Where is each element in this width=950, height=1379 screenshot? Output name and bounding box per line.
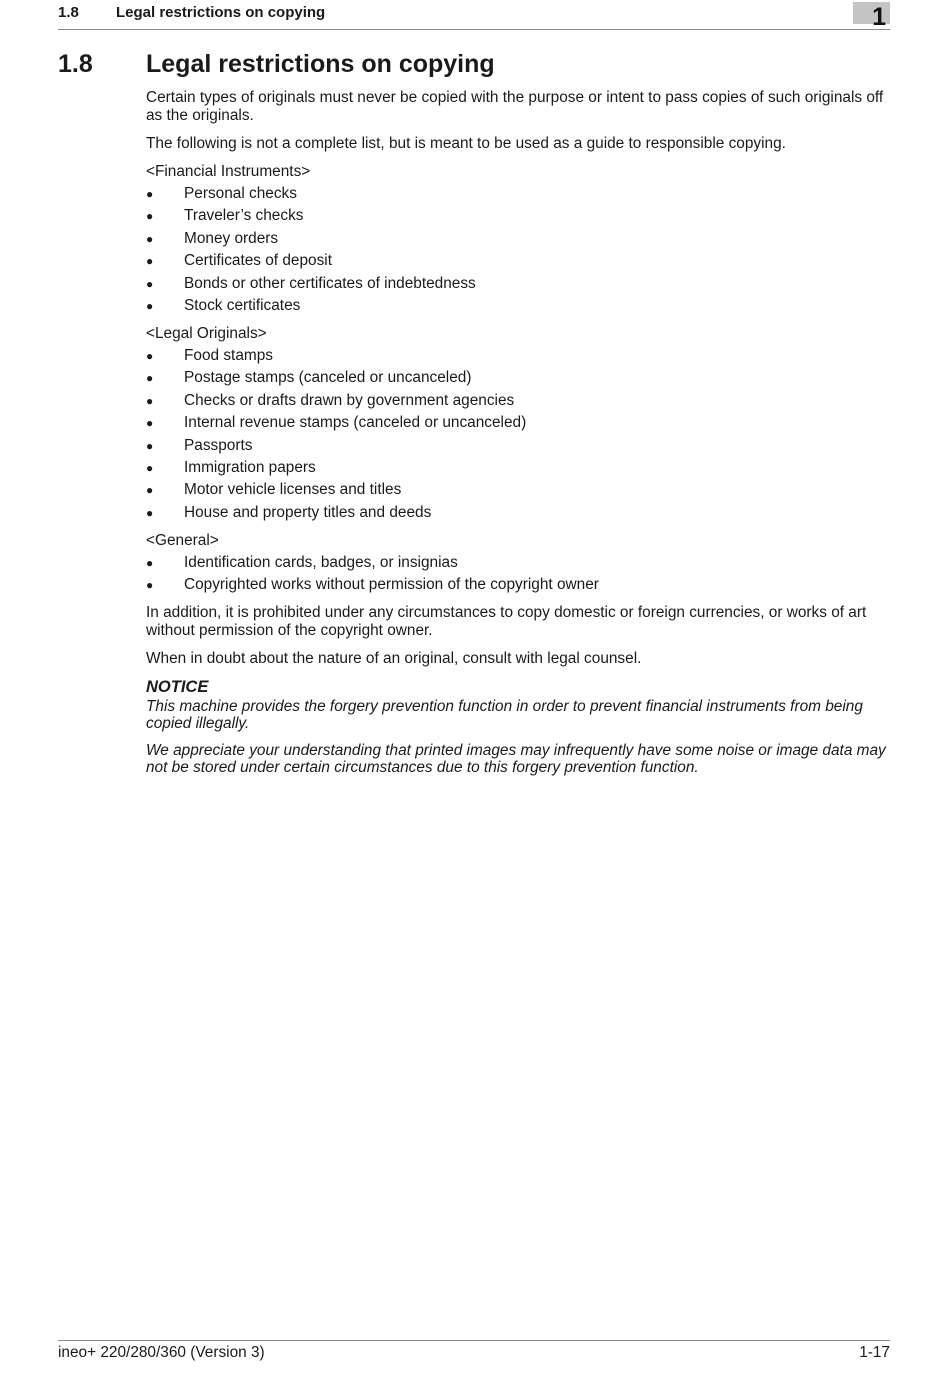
list-item: ● Identification cards, badges, or insignias bbox=[146, 553, 458, 571]
intro-paragraph: Certain types of originals must never be copied with the purpose or intent to pass copies of such originals off as the originals. bbox=[146, 89, 884, 124]
group-label: <General> bbox=[146, 531, 219, 549]
closing-paragraph: When in doubt about the nature of an original, consult with legal counsel. bbox=[146, 650, 642, 668]
running-header-title: Legal restrictions on copying bbox=[116, 4, 326, 21]
bullet-icon: ● bbox=[146, 393, 154, 408]
bullet-icon: ● bbox=[146, 555, 154, 570]
list-item: ● Checks or drafts drawn by government agencies bbox=[146, 391, 515, 409]
bullet-icon: ● bbox=[146, 505, 154, 520]
list-item: ● Motor vehicle licenses and titles bbox=[146, 481, 402, 499]
group-label: <Financial Instruments> bbox=[146, 163, 311, 180]
list-item: ● Internal revenue stamps (canceled or uncanceled) bbox=[146, 414, 527, 432]
bullet-icon: ● bbox=[146, 438, 154, 453]
chapter-tab-number: 1 bbox=[872, 3, 886, 31]
intro-paragraph: The following is not a complete list, but is meant to be used as a guide to responsible copying. bbox=[146, 135, 786, 152]
legal-originals-group bbox=[146, 325, 891, 522]
bullet-list bbox=[146, 185, 891, 315]
bullet-icon: ● bbox=[146, 231, 154, 246]
financial-instruments-group bbox=[146, 163, 891, 315]
list-item: ● Food stamps bbox=[146, 346, 273, 364]
section-title: Legal restrictions on copying bbox=[146, 50, 495, 78]
group-label: <Legal Originals> bbox=[146, 324, 267, 342]
bullet-list bbox=[146, 347, 891, 522]
bullet-icon: ● bbox=[146, 298, 154, 313]
general-group bbox=[146, 532, 891, 594]
bullet-icon: ● bbox=[146, 276, 154, 291]
page-footer bbox=[58, 1340, 890, 1361]
bullet-icon: ● bbox=[146, 187, 154, 201]
bullet-icon: ● bbox=[146, 578, 154, 593]
chapter-tab bbox=[853, 2, 890, 31]
list-item: ● Bonds or other certificates of indebtedness bbox=[146, 274, 476, 292]
bullet-icon: ● bbox=[146, 209, 154, 224]
running-header-section-number: 1.8 bbox=[58, 4, 79, 21]
list-item: ● Stock certificates bbox=[146, 296, 301, 314]
running-header bbox=[58, 0, 890, 30]
list-item: ● House and property titles and deeds bbox=[146, 503, 432, 521]
notice-box bbox=[146, 678, 891, 776]
list-item: ● Traveler’s checks bbox=[146, 207, 304, 225]
bullet-icon: ● bbox=[146, 371, 154, 386]
bullet-list bbox=[146, 554, 891, 594]
footer-page-number: 1-17 bbox=[859, 1344, 890, 1361]
closing-paragraph: In addition, it is prohibited under any circumstances to copy domestic or foreign currencies, or works of art without permission of the copyright owner. bbox=[146, 604, 867, 640]
bullet-icon: ● bbox=[146, 416, 154, 431]
list-item: ● Postage stamps (canceled or uncanceled) bbox=[146, 369, 472, 387]
bullet-icon: ● bbox=[146, 254, 154, 269]
notice-paragraph: We appreciate your understanding that printed images may infrequently have some noise or image data may not be stored under certain circumstances due to this forgery prevention function. bbox=[146, 742, 886, 777]
list-item: ● Immigration papers bbox=[146, 458, 316, 476]
notice-title: NOTICE bbox=[146, 678, 209, 697]
bullet-icon: ● bbox=[146, 348, 154, 363]
list-item: ● Personal checks bbox=[146, 185, 297, 202]
document-body bbox=[146, 89, 891, 786]
list-item: ● Copyrighted works without permission of the copyright owner bbox=[146, 576, 599, 594]
notice-paragraph: This machine provides the forgery prevention function in order to prevent financial instruments from being copied illegally. bbox=[146, 698, 863, 733]
bullet-icon: ● bbox=[146, 460, 154, 475]
bullet-icon: ● bbox=[146, 483, 154, 498]
list-item: ● Money orders bbox=[146, 229, 279, 247]
footer-product: ineo+ 220/280/360 (Version 3) bbox=[58, 1344, 265, 1361]
list-item: ● Certificates of deposit bbox=[146, 252, 332, 270]
section-number: 1.8 bbox=[58, 50, 93, 78]
list-item: ● Passports bbox=[146, 436, 253, 454]
